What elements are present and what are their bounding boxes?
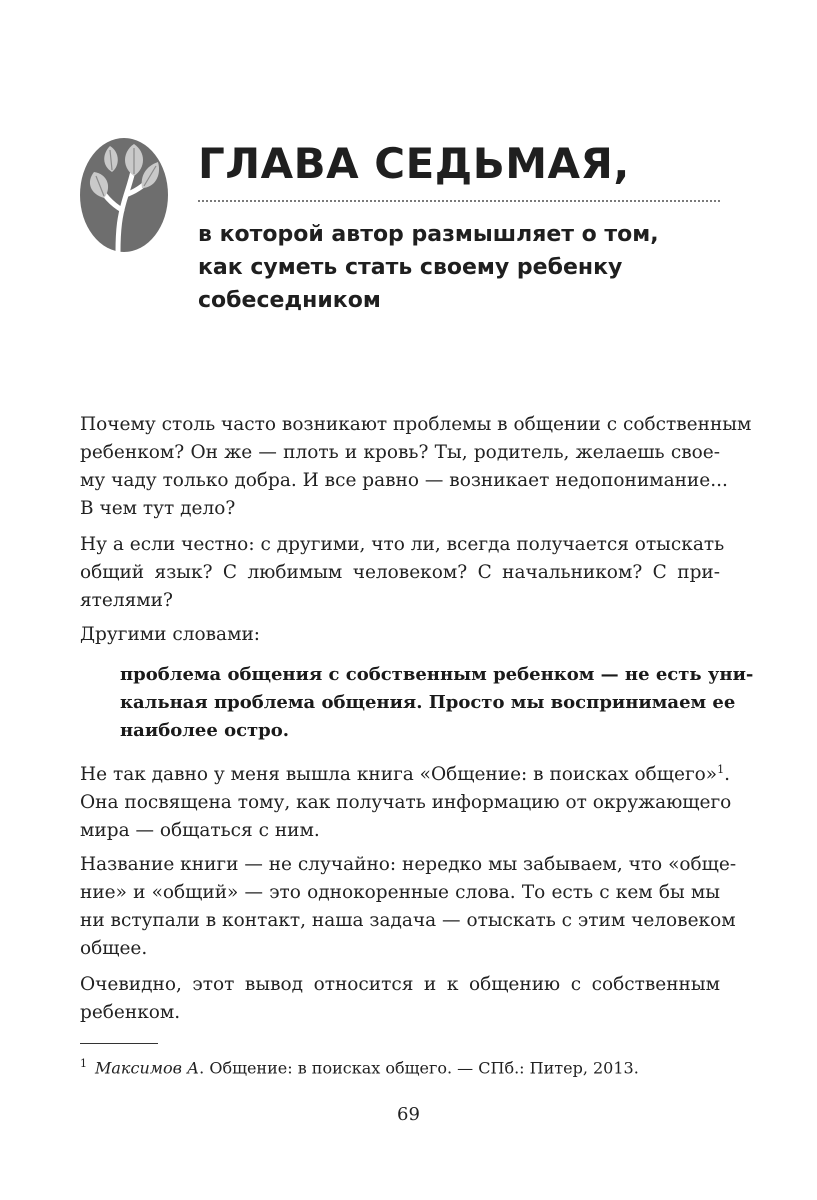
emphasis-line: наиболее остро. <box>120 720 290 741</box>
footnote-divider <box>80 1043 158 1044</box>
text-line: ятелями? <box>80 590 173 611</box>
paragraph-5 <box>80 851 737 963</box>
footnote-ref: 1 <box>717 762 725 776</box>
footnote-text: . Общение: в поисках общего. — СПб.: Питер, 2013. <box>199 1058 639 1078</box>
text-line: ребенком? Он же — плоть и кровь? Ты, родитель, желаешь свое- <box>80 442 720 463</box>
chapter-subtitle <box>198 218 723 317</box>
text-line <box>80 761 730 789</box>
emphasis-block <box>120 661 754 745</box>
text-line: Почему столь часто возникают проблемы в общении с собственным <box>80 414 752 435</box>
footnote-author: Максимов А <box>95 1058 200 1078</box>
chapter-title: ГЛАВА СЕДЬМАЯ, <box>198 139 630 188</box>
text-line: общее. <box>80 938 148 959</box>
text-line: Другими словами: <box>80 624 261 645</box>
tree-leaves-icon <box>80 138 168 252</box>
subtitle-line: в которой автор размышляет о том, <box>198 222 659 247</box>
paragraph-1 <box>80 411 752 523</box>
subtitle-line: как суметь стать своему ребенку <box>198 255 623 280</box>
text-line: Очевидно, этот вывод относится и к общению с собственным <box>80 974 720 995</box>
text-line: му чаду только добра. И все равно — возникает недопонимание... <box>80 470 728 491</box>
text-line: общий язык? С любимым человеком? С начальником? С при- <box>80 562 720 583</box>
footnote <box>80 1052 720 1080</box>
text-line: В чем тут дело? <box>80 498 236 519</box>
paragraph-3 <box>80 621 720 649</box>
emphasis-line: кальная проблема общения. Просто мы воспринимаем ее <box>120 692 736 713</box>
paragraph-2 <box>80 531 725 615</box>
text-line-content: Не так давно у меня вышла книга «Общение: в поисках общего» <box>80 764 718 785</box>
paragraph-6 <box>80 971 720 1027</box>
title-divider <box>198 200 720 202</box>
text-line: Она посвящена тому, как получать информацию от окружающего <box>80 792 732 813</box>
page-number: 69 <box>397 1104 420 1125</box>
text-line: Ну а если честно: с другими, что ли, всегда получается отыскать <box>80 534 725 555</box>
footnote-number: 1 <box>80 1057 87 1070</box>
subtitle-line: собеседником <box>198 288 381 313</box>
text-line-tail: . <box>724 764 730 785</box>
text-line: ние» и «общий» — это однокоренные слова. То есть с кем бы мы <box>80 882 720 903</box>
text-line: ни вступали в контакт, наша задача — отыскать с этим человеком <box>80 910 736 931</box>
text-line: ребенком. <box>80 1002 181 1023</box>
text-line: Название книги — не случайно: нередко мы забываем, что «обще- <box>80 854 737 875</box>
paragraph-4 <box>80 761 732 845</box>
text-line: мира — общаться с ним. <box>80 820 320 841</box>
emphasis-line: проблема общения с собственным ребенком — не есть уни- <box>120 664 754 685</box>
